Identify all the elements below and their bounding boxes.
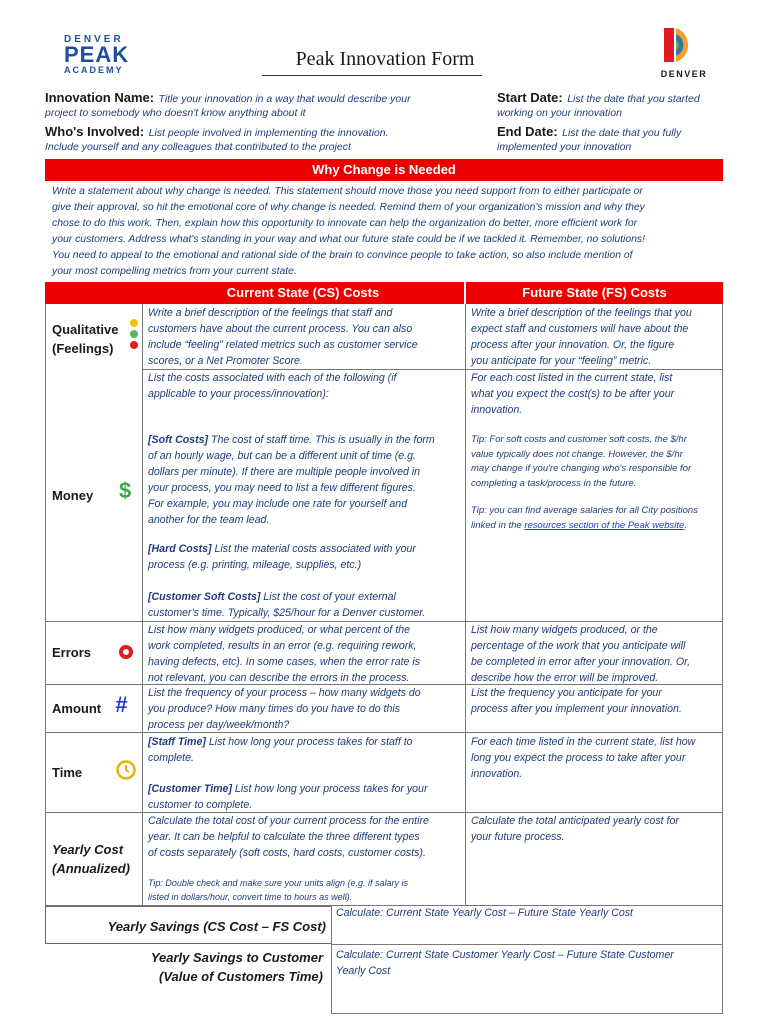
innovation-name-hint-2: project to somebody who doesn't know anything about it xyxy=(45,107,306,119)
peak-resources-link[interactable]: resources section of the Peak website xyxy=(524,519,685,531)
cell-line: what you expect the cost(s) to be after your xyxy=(471,388,675,400)
staff-time-tag: [Staff Time] xyxy=(148,736,206,748)
money-tip-1 xyxy=(471,433,721,491)
logo-text-peak: PEAK xyxy=(64,42,130,67)
savings-divider xyxy=(331,906,332,1014)
soft-costs-text xyxy=(148,432,463,528)
cell-line: listed in dollars/hour, convert time to hours as well). xyxy=(148,892,353,902)
cell-line: For example, you may include one rate for yourself and xyxy=(148,498,408,510)
cell-line: process (e.g. printing, mileage, supplies, etc.) xyxy=(148,559,362,571)
cell-line: customer's time. Typically, $25/hour for a Denver customer. xyxy=(148,607,426,619)
cell-line: customer to complete. xyxy=(148,799,253,811)
customer-savings-value[interactable] xyxy=(336,947,721,979)
table-divider-label xyxy=(142,304,143,906)
why-change-text[interactable] xyxy=(52,184,722,280)
cell-line: The cost of staff time. This is usually in the form xyxy=(208,434,435,446)
logo-text-denver: DENVER xyxy=(64,34,124,45)
amount-fs-cell[interactable] xyxy=(471,685,721,717)
start-date-hint-2: working on your innovation xyxy=(497,107,622,119)
qualitative-fs-cell[interactable] xyxy=(471,305,721,369)
cell-line: scores, or a Net Promoter Score. xyxy=(148,355,303,367)
hard-costs-text xyxy=(148,541,463,573)
cell-line: Yearly Cost xyxy=(336,965,391,977)
cell-line: process after your innovation. Or, the figure xyxy=(471,339,675,351)
error-gear-icon xyxy=(118,644,134,660)
cell-line: Calculate: Current State Customer Yearly Cost – Future State Customer xyxy=(336,949,674,961)
current-state-header: Current State (CS) Costs xyxy=(142,282,464,304)
qualitative-label xyxy=(52,320,118,358)
yearly-cs-cell[interactable] xyxy=(148,813,463,861)
title-underline xyxy=(262,75,482,76)
cell-line: be completed in error after your innovation. Or, xyxy=(471,656,691,668)
cell-line: include “feeling” related metrics such as customer service xyxy=(148,339,418,351)
cell-line: . xyxy=(684,519,687,531)
cell-line: List the cost of your external xyxy=(260,591,396,603)
table-divider-mid xyxy=(465,304,466,906)
cell-line: another for the team lead. xyxy=(148,514,270,526)
yearly-savings-value[interactable]: Calculate: Current State Yearly Cost – Future State Yearly Cost xyxy=(336,907,633,919)
cell-line: innovation. xyxy=(471,404,523,416)
qualitative-label-line: (Feelings) xyxy=(52,341,114,356)
start-date-hint: List the date that you started xyxy=(567,93,700,105)
money-fs-cell[interactable] xyxy=(471,370,721,418)
traffic-light-icon xyxy=(128,318,140,352)
end-date-label: End Date: xyxy=(497,124,558,139)
cell-line: Tip: For soft costs and customer soft costs, the $/hr xyxy=(471,434,687,445)
clock-icon xyxy=(116,760,136,780)
cell-line: List the frequency you anticipate for your xyxy=(471,687,662,699)
errors-fs-cell[interactable] xyxy=(471,622,721,686)
future-state-header: Future State (FS) Costs xyxy=(466,282,723,304)
time-cs-cell[interactable] xyxy=(148,734,463,766)
cell-line: work completed, results in an error (e.g. requiring rework, xyxy=(148,640,417,652)
whos-involved-field[interactable] xyxy=(45,123,485,141)
cell-line: linked in the xyxy=(471,519,525,531)
innovation-name-field[interactable] xyxy=(45,89,485,107)
why-change-line: your customers. Address what's standing in your way and what our future state could be if we tackled it. Remember, no solutions! xyxy=(52,234,646,245)
amount-label: Amount xyxy=(52,701,102,716)
yearly-cost-label-line: Yearly Cost xyxy=(52,842,124,857)
whos-involved-label: Who's Involved: xyxy=(45,124,145,139)
cell-line: of an hourly wage, but can be a different unit of time (e.g. xyxy=(148,450,416,462)
cell-line: Write a brief description of the feelings that you xyxy=(471,307,692,319)
cell-line: long you expect the process to take after your xyxy=(471,752,686,764)
page-title: Peak Innovation Form xyxy=(295,48,475,70)
cell-line: completing a task/process in the future. xyxy=(471,477,637,489)
cell-line: Write a brief description of the feelings that staff and xyxy=(148,307,393,319)
cell-line: List the material costs associated with your xyxy=(211,543,416,555)
logo-text-denver-city: DENVER xyxy=(660,69,708,79)
denver-city-logo xyxy=(654,26,714,79)
cell-line: List how long your process takes for staff to xyxy=(205,736,413,748)
cell-line: process after you implement your innovation. xyxy=(471,703,682,715)
cell-line: your process, you may need to list a few different figures. xyxy=(148,482,416,494)
hash-icon: # xyxy=(115,692,128,717)
innovation-name-hint: Title your innovation in a way that would describe your xyxy=(158,93,411,105)
cell-line: year. It can be helpful to calculate the three different types xyxy=(148,831,420,843)
yearly-cost-label xyxy=(52,840,130,878)
yearly-cost-tip xyxy=(148,876,463,904)
end-date-hint: List the date that you fully xyxy=(562,127,682,139)
cell-line: having defects, etc). In some cases, when the error rate is xyxy=(148,656,421,668)
cell-line: percentage of the work that you anticipate will xyxy=(471,640,686,652)
cell-line: Calculate the total anticipated yearly cost for xyxy=(471,815,679,827)
money-cs-cell[interactable] xyxy=(148,370,463,402)
time-fs-cell[interactable] xyxy=(471,734,721,782)
yearly-cost-label-line: (Annualized) xyxy=(52,861,130,876)
amount-cs-cell[interactable] xyxy=(148,685,463,733)
denver-city-emblem-icon xyxy=(660,26,708,64)
innovation-name-label: Innovation Name: xyxy=(45,90,155,105)
end-date-field[interactable] xyxy=(497,123,737,141)
cell-line: customers have about the current process. You can also xyxy=(148,323,413,335)
cell-line: List how many widgets produced, or what percent of the xyxy=(148,624,411,636)
cell-line: List how long your process takes for your xyxy=(231,783,428,795)
cell-line: List the frequency of your process – how many widgets do xyxy=(148,687,421,699)
logo-text-academy: ACADEMY xyxy=(64,65,124,75)
cell-line: List the costs associated with each of the following (if xyxy=(148,372,397,384)
money-tip-2 xyxy=(471,504,721,533)
row-divider xyxy=(332,944,723,945)
customer-savings-label xyxy=(45,948,323,986)
cell-line: dollars per minute). If there are multiple people involved in xyxy=(148,466,421,478)
start-date-label: Start Date: xyxy=(497,90,563,105)
cell-line: not relevant, you can describe the errors in the process. xyxy=(148,672,410,684)
cell-line: applicable to your process/innovation): xyxy=(148,388,329,400)
customer-time-tag: [Customer Time] xyxy=(148,783,232,795)
cell-line: Calculate the total cost of your current process for the entire xyxy=(148,815,429,827)
cell-line: may change if you're changing who's responsible for xyxy=(471,463,692,474)
why-change-heading: Why Change is Needed xyxy=(45,159,723,181)
cell-line: you produce? How many times do you have to do this xyxy=(148,703,401,715)
cell-line: For each time listed in the current state, list how xyxy=(471,736,696,748)
cell-line: innovation. xyxy=(471,768,523,780)
why-change-line: You need to appeal to the emotional and rational side of the brain to convince people to take action, so also include mention of xyxy=(52,250,633,261)
soft-costs-tag: [Soft Costs] xyxy=(148,434,209,446)
whos-involved-hint-2: Include yourself and any colleagues that contributed to the project xyxy=(45,141,351,153)
customer-time-text xyxy=(148,781,463,813)
customer-soft-costs-tag: [Customer Soft Costs] xyxy=(148,591,261,603)
customer-savings-label-line: (Value of Customers Time) xyxy=(159,969,323,984)
cell-line: process per day/week/month? xyxy=(148,719,290,731)
whos-involved-hint: List people involved in implementing the innovation. xyxy=(148,127,389,139)
cell-line: of costs separately (soft costs, hard costs, customer costs). xyxy=(148,847,426,859)
yearly-fs-cell[interactable] xyxy=(471,813,721,845)
errors-cs-cell[interactable] xyxy=(148,622,463,686)
start-date-field[interactable] xyxy=(497,89,737,107)
why-change-line: chose to do this work. Then, explain how this opportunity to innovate can help the organization do better, more efficient work for xyxy=(52,218,638,229)
cell-line: your future process. xyxy=(471,831,565,843)
cell-line: describe how the error will be improved. xyxy=(471,672,659,684)
table-bottom-border xyxy=(332,1013,723,1014)
cell-line: you anticipate for your “feeling” metric. xyxy=(471,355,652,367)
table-border-right xyxy=(722,304,723,1014)
qualitative-cs-cell[interactable] xyxy=(148,305,463,369)
hard-costs-tag: [Hard Costs] xyxy=(148,543,212,555)
cell-line: For each cost listed in the current state, list xyxy=(471,372,673,384)
why-change-line: give their approval, so hit the emotional core of why change is needed. Remind them of your organization's mission and why they xyxy=(52,202,645,213)
dollar-icon: $ xyxy=(119,478,132,503)
cell-line: complete. xyxy=(148,752,194,764)
cell-line: Tip: you can find average salaries for all City positions xyxy=(471,505,698,516)
why-change-line: your most compelling metrics from your current state. xyxy=(52,266,297,277)
cell-line: value typically does not change. However, the $/hr xyxy=(471,448,683,460)
money-label: Money xyxy=(52,488,94,503)
errors-label: Errors xyxy=(52,645,92,660)
end-date-hint-2: implemented your innovation xyxy=(497,141,632,153)
yearly-savings-label: Yearly Savings (CS Cost – FS Cost) xyxy=(107,919,326,934)
why-change-line: Write a statement about why change is needed. This statement should move those you need support from to either participate or xyxy=(52,186,643,197)
qualitative-label-line: Qualitative xyxy=(52,322,119,337)
cell-line: expect staff and customers will have about the xyxy=(471,323,689,335)
customer-savings-label-line: Yearly Savings to Customer xyxy=(150,950,323,965)
table-corner-cell xyxy=(45,282,142,304)
time-label: Time xyxy=(52,765,83,780)
cell-line: Tip: Double check and make sure your units align (e.g. if salary is xyxy=(148,878,409,888)
table-border-left xyxy=(45,304,46,906)
customer-soft-costs-text xyxy=(148,589,463,621)
cell-line: List how many widgets produced, or the xyxy=(471,624,658,636)
